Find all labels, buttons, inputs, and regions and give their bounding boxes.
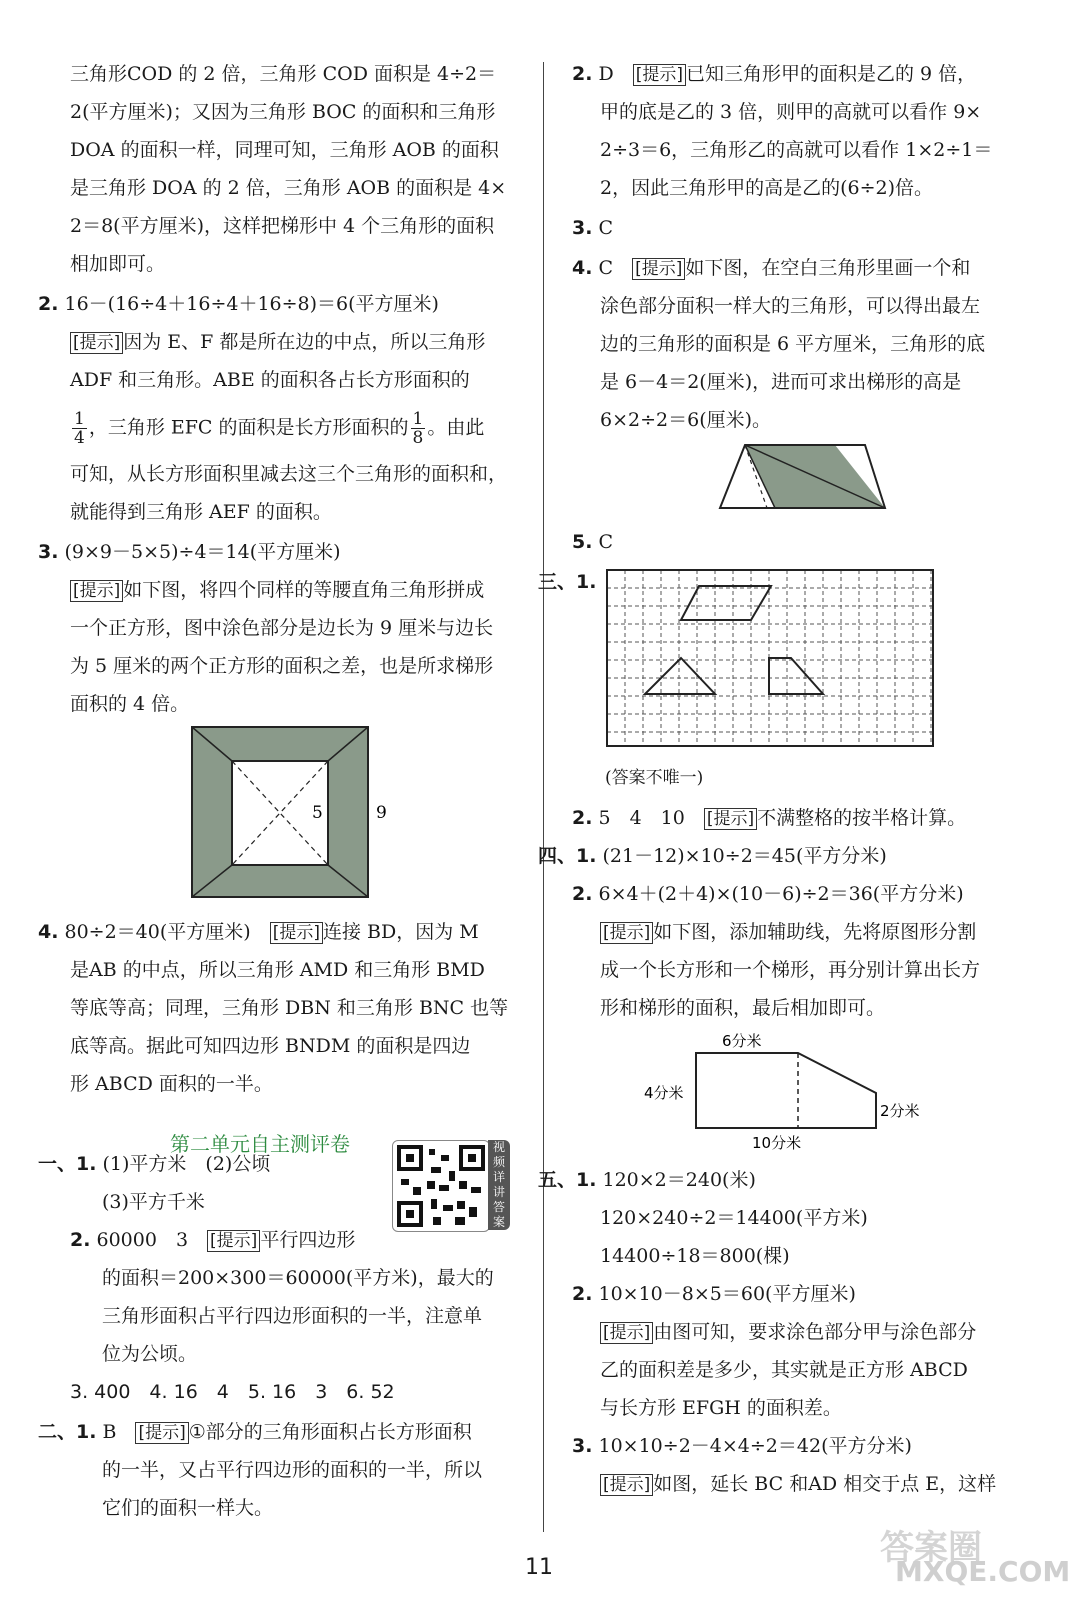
answer: 6×4＋(2＋4)×(10－6)÷2＝36(平方分米) — [598, 883, 964, 905]
text-line: 形 ABCD 面积的一半。 — [70, 1073, 273, 1095]
text-line: 2(平方厘米)；又因为三角形 BOC 的面积和三角形 — [70, 101, 496, 123]
question-number: 5. — [572, 531, 593, 553]
right-q4 — [572, 254, 970, 283]
text-line: 成一个长方形和一个梯形，再分别计算出长方 — [600, 959, 981, 981]
text-line: 2＝8(平方厘米)，这样把梯形中 4 个三角形的面积 — [70, 215, 495, 237]
text-line: 一个正方形，图中涂色部分是边长为 9 厘米与边长 — [70, 617, 494, 639]
question-number: 2. — [572, 63, 593, 85]
hint-text: 如下图，在空白三角形里画一个和 — [685, 257, 971, 279]
answer: (1)平方米 (2)公顷 — [102, 1153, 271, 1175]
hint-text: 由图可知，要求涂色部分甲与涂色部分 — [653, 1321, 977, 1343]
text-line: 120×240÷2＝14400(平方米) — [600, 1207, 868, 1229]
numerator: 1 — [74, 409, 85, 429]
section-5-q1 — [538, 1166, 756, 1194]
hint-label: [提示] — [632, 258, 685, 280]
label-10: 10分米 — [752, 1134, 802, 1152]
numerator: 1 — [412, 409, 424, 429]
fraction-one-fourth — [72, 410, 87, 447]
answer: C — [598, 531, 614, 553]
text-line: 三角形面积占平行四边形面积的一半，注意单 — [102, 1305, 483, 1327]
text-line: 是AB 的中点，所以三角形 AMD 和三角形 BMD — [70, 959, 485, 981]
answer: 60000 3 — [96, 1229, 189, 1251]
text-line: 14400÷18＝800(棵) — [600, 1245, 790, 1267]
question-number: 四、1. — [538, 845, 597, 867]
hint-text: 如下图，添加辅助线，先将原图形分割 — [653, 921, 977, 943]
text-line: 6×2÷2＝6(厘米)。 — [600, 409, 772, 431]
text-line: 的面积＝200×300＝60000(平方米)，最大的 — [102, 1267, 494, 1289]
question-number: 2. — [38, 293, 59, 315]
text-line: ADF 和三角形。ABE 的面积各占长方形面积的 — [70, 369, 470, 391]
section-5-q2 — [572, 1280, 856, 1308]
hint-label: [提示] — [704, 808, 757, 830]
section-3-q2 — [572, 804, 966, 833]
hint-label: [提示] — [600, 1474, 653, 1496]
grid-figure — [605, 568, 935, 748]
hint-label: [提示] — [633, 64, 686, 86]
answer: C — [598, 257, 614, 279]
section-1-q3-6: 3. 400 4. 16 4 5. 16 3 6. 52 — [70, 1381, 395, 1403]
text-line: 涂色部分面积一样大的三角形，可以得出最左 — [600, 295, 981, 317]
question-number: 4. — [572, 257, 593, 279]
text-line: 的一半，又占平行四边形的面积的一半，所以 — [102, 1459, 483, 1481]
text-line: 位为公顷。 — [102, 1343, 198, 1365]
question-number: 3. — [572, 217, 593, 239]
text-line: 就能得到三角形 AEF 的面积。 — [70, 501, 332, 523]
hint-text: 平行四边形 — [260, 1229, 356, 1251]
trapezoid-figure — [715, 440, 895, 515]
text-line: 为 5 厘米的两个正方形的面积之差，也是所求梯形 — [70, 655, 494, 677]
text-line-fraction — [70, 410, 484, 447]
text-line: 形和梯形的面积，最后相加即可。 — [600, 997, 886, 1019]
text-line: 与长方形 EFGH 的面积差。 — [600, 1397, 842, 1419]
text-line: (3)平方千米 — [102, 1191, 205, 1213]
answer: 5 4 10 — [598, 807, 685, 829]
question-number: 二、1. — [38, 1421, 97, 1443]
text-line: 面积的 4 倍。 — [70, 693, 190, 715]
note: (答案不唯一) — [605, 768, 704, 788]
text-line: 是三角形 DOA 的 2 倍，三角形 AOB 的面积是 4× — [70, 177, 507, 199]
composite-outline — [696, 1053, 876, 1128]
hint-line — [70, 328, 485, 357]
square-frame-figure — [190, 725, 400, 900]
section-3-label — [538, 568, 596, 596]
page-number: 11 — [525, 1555, 553, 1580]
question-3 — [38, 538, 341, 566]
hint-label: [提示] — [70, 580, 123, 602]
hint-text: ①部分的三角形面积占长方形面积 — [188, 1421, 472, 1443]
hint-line — [70, 576, 484, 605]
answer: C — [598, 217, 614, 239]
hint-line — [600, 918, 976, 947]
watermark-url: MXQE.COM — [895, 1555, 1071, 1588]
section-1-q1 — [38, 1150, 270, 1178]
right-q2 — [572, 60, 976, 89]
question-number: 2. — [572, 807, 593, 829]
text: ，三角形 EFC 的面积是长方形面积的 — [88, 416, 409, 439]
question-number: 2. — [572, 1283, 593, 1305]
question-number: 三、1. — [538, 571, 597, 593]
column-divider — [543, 62, 544, 1532]
text-line: 等底等高；同理，三角形 DBN 和三角形 BNC 也等 — [70, 997, 509, 1019]
answer: D — [598, 63, 614, 85]
watermark: 答案圈 — [880, 1528, 982, 1568]
answer: 10×10÷2－4×4÷2＝42(平方分米) — [598, 1435, 912, 1457]
question-number: 3. — [572, 1435, 593, 1457]
text-line: 甲的底是乙的 3 倍，则甲的高就可以看作 9× — [600, 101, 982, 123]
question-number: 一、1. — [38, 1153, 97, 1175]
text-line: 底等高。据此可知四边形 BNDM 的面积是四边 — [70, 1035, 471, 1057]
label-9: 9 — [376, 803, 387, 823]
question-number: 2. — [70, 1229, 91, 1251]
qr-label: 视频详讲答案 — [488, 1140, 510, 1230]
hint-label: [提示] — [600, 1322, 653, 1344]
question-number: 3. — [38, 541, 59, 563]
denominator: 8 — [412, 428, 424, 448]
text-line: 乙的面积差是多少，其实就是正方形 ABCD — [600, 1359, 968, 1381]
parallelogram — [681, 586, 771, 620]
answer: 10×10－8×5＝60(平方厘米) — [598, 1283, 856, 1305]
label-6: 6分米 — [722, 1032, 762, 1050]
text-line: 它们的面积一样大。 — [102, 1497, 274, 1519]
hint-label: [提示] — [600, 922, 653, 944]
text-line: 是 6－4＝2(厘米)，进而可求出梯形的高是 — [600, 371, 962, 393]
hint-text: 如下图，将四个同样的等腰直角三角形拼成 — [123, 579, 485, 601]
section-title: 第二单元自主测评卷 — [170, 1132, 350, 1156]
hint-text: 已知三角形甲的面积是乙的 9 倍， — [686, 63, 977, 85]
text-line: 三角形COD 的 2 倍，三角形 COD 面积是 4÷2＝ — [70, 63, 497, 85]
text-line: 边的三角形的面积是 6 平方厘米，三角形的底 — [600, 333, 986, 355]
qr-code[interactable] — [392, 1140, 490, 1232]
text-line: 可知，从长方形面积里减去这三个三角形的面积和， — [70, 463, 508, 485]
section-4-q1 — [538, 842, 887, 870]
question-number: 4. — [38, 921, 59, 943]
question-number: 五、1. — [538, 1169, 597, 1191]
hint-text: 不满整格的按半格计算。 — [757, 807, 967, 829]
hint-label: [提示] — [207, 1230, 260, 1252]
hint-line — [600, 1470, 996, 1499]
hint-text: 如图，延长 BC 和AD 相交于点 E，这样 — [653, 1473, 997, 1495]
right-q5 — [572, 528, 613, 556]
qr-code-icon — [393, 1141, 489, 1231]
text-line: DOA 的面积一样，同理可知，三角形 AOB 的面积 — [70, 139, 499, 161]
answer: (9×9－5×5)÷4＝14(平方厘米) — [64, 541, 341, 563]
hint-label: [提示] — [70, 332, 123, 354]
label-4: 4分米 — [644, 1084, 684, 1102]
answer: 80÷2＝40(平方厘米) — [64, 921, 251, 943]
question-2 — [38, 290, 439, 318]
answer: B — [102, 1421, 117, 1443]
text-line: 相加即可。 — [70, 253, 166, 275]
answer: 16－(16÷4＋16÷4＋16÷8)＝6(平方厘米) — [64, 293, 439, 315]
answer: 120×2＝240(米) — [602, 1169, 756, 1191]
answer: (21－12)×10÷2＝45(平方分米) — [602, 845, 887, 867]
text: 。由此 — [427, 416, 485, 439]
question-4 — [38, 918, 479, 947]
section-2-q1 — [38, 1418, 472, 1447]
section-4-q2 — [572, 880, 964, 908]
composite-figure — [640, 1028, 950, 1158]
hint-text: 因为 E、F 都是所在边的中点，所以三角形 — [123, 331, 486, 353]
hint-text: 连接 BD，因为 M — [322, 921, 479, 943]
hint-label: [提示] — [135, 1422, 188, 1444]
question-number: 2. — [572, 883, 593, 905]
fraction-one-eighth — [411, 410, 426, 447]
trapezoid — [769, 658, 823, 694]
section-1-q2 — [70, 1226, 355, 1255]
text-line: 2÷3＝6，三角形乙的高就可以看作 1×2÷1＝ — [600, 139, 993, 161]
denominator: 4 — [74, 428, 85, 448]
hint-label: [提示] — [270, 922, 323, 944]
triangle — [645, 658, 715, 694]
hint-line — [600, 1318, 976, 1347]
section-5-q3 — [572, 1432, 912, 1460]
right-q3 — [572, 214, 613, 242]
label-2: 2分米 — [880, 1102, 920, 1120]
text-line: 2，因此三角形甲的高是乙的(6÷2)倍。 — [600, 177, 934, 199]
label-5: 5 — [312, 803, 323, 823]
